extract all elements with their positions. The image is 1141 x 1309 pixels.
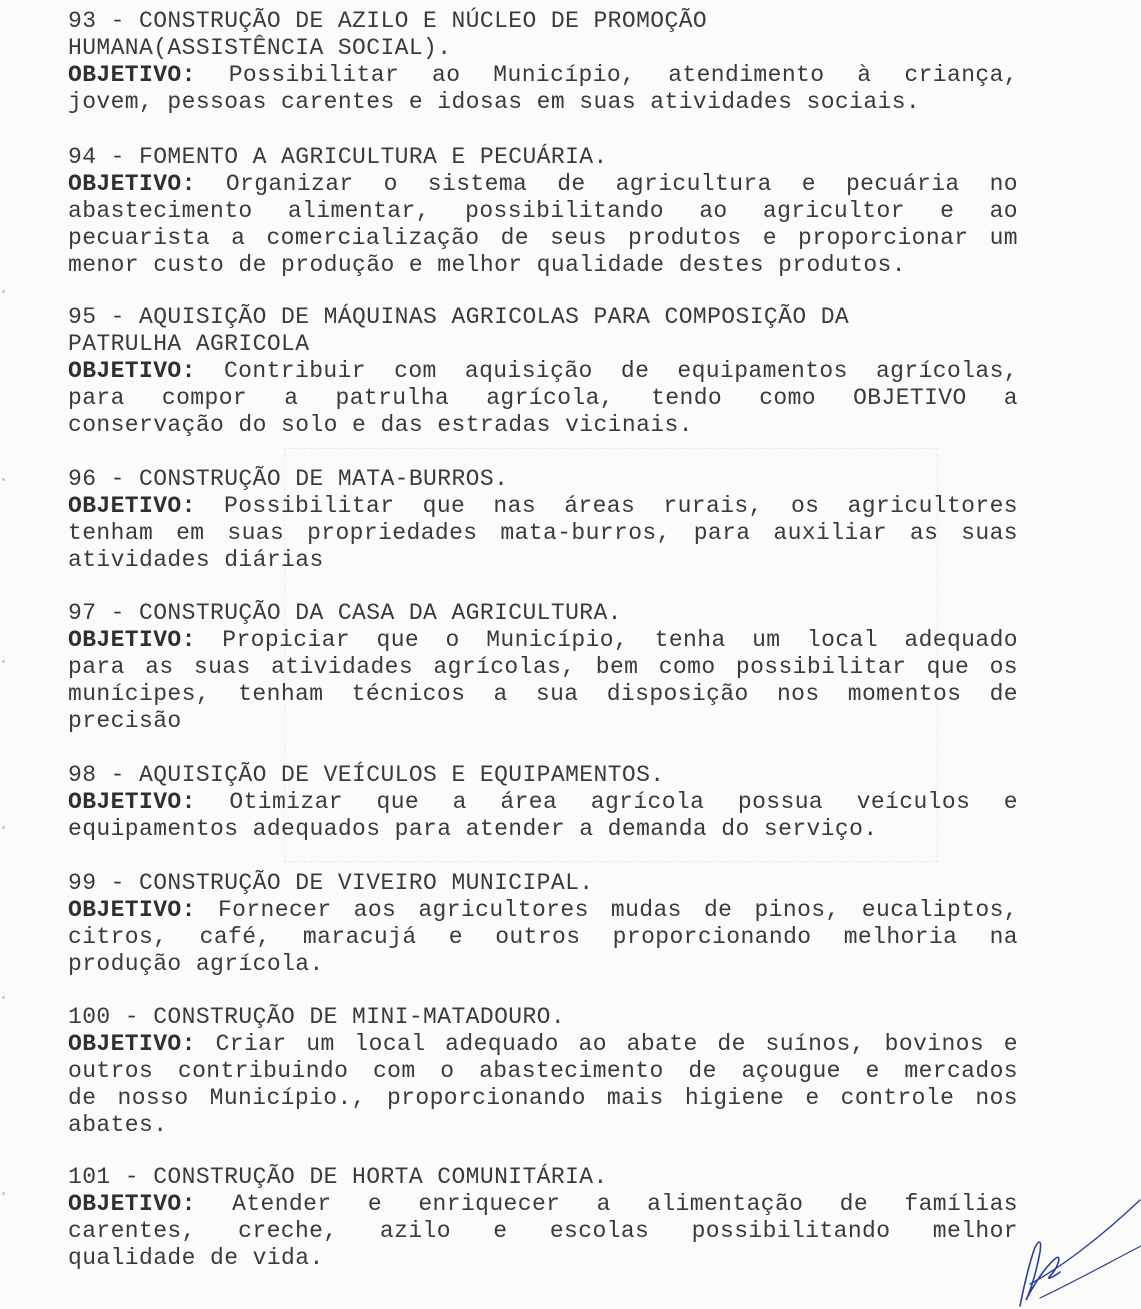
item-title-line: 96 - CONSTRUÇÃO DE MATA-BURROS. [68, 466, 509, 492]
objective-label: OBJETIVO: [68, 1031, 196, 1057]
item-title-line: HUMANA(ASSISTÊNCIA SOCIAL). [68, 35, 452, 61]
objective-label: OBJETIVO: [68, 789, 196, 815]
objective-line: conservação do solo e das estradas vicinais. [68, 412, 693, 438]
objective-text: Organizar o sistema de agricultura e pecuária no [225, 171, 1018, 197]
objective-text: Criar um local adequado ao abate de suínos, bovinos e [215, 1031, 1019, 1057]
objective-line [68, 1191, 1018, 1218]
objective-line: abastecimento alimentar, possibilitando ao agricultor e ao [68, 198, 1018, 224]
objective-text: Fornecer aos agricultores mudas de pinos, eucaliptos, [217, 897, 1019, 923]
margin-mark [2, 826, 5, 829]
objective-label: OBJETIVO: [68, 62, 196, 88]
item-title-line: 95 - AQUISIÇÃO DE MÁQUINAS AGRICOLAS PARA COMPOSIÇÃO DA [68, 304, 850, 330]
objective-line [68, 897, 1018, 924]
item-title-line: 100 - CONSTRUÇÃO DE MINI-MATADOURO. [68, 1004, 566, 1030]
objective-line: pecuarista a comercialização de seus produtos e proporcionar um [68, 225, 1018, 251]
objective-line [68, 627, 1018, 654]
item-title-line: 99 - CONSTRUÇÃO DE VIVEIRO MUNICIPAL. [68, 870, 594, 896]
objective-line: jovem, pessoas carentes e idosas em suas atividades sociais. [68, 89, 921, 115]
objective-label: OBJETIVO: [68, 627, 196, 653]
item-101 [68, 1164, 1018, 1272]
item-93 [68, 8, 1018, 116]
objective-label: OBJETIVO: [68, 1191, 196, 1217]
item-title-line: 93 - CONSTRUÇÃO DE AZILO E NÚCLEO DE PROMOÇÃO [68, 8, 708, 34]
objective-line: munícipes, tenham técnicos a sua disposição nos momentos de [68, 681, 1018, 707]
objective-text: Possibilitar que nas áreas rurais, os agricultores [224, 493, 1018, 519]
objective-line: tenham em suas propriedades mata-burros, para auxiliar as suas [68, 520, 1018, 546]
objective-line: carentes, creche, azilo e escolas possibilitando melhor [68, 1218, 1018, 1244]
objective-label: OBJETIVO: [68, 358, 196, 384]
objective-text: Otimizar que a área agrícola possua veículos e [229, 789, 1019, 815]
objective-line: para as suas atividades agrícolas, bem como possibilitar que os [68, 654, 1018, 680]
item-title-line: 101 - CONSTRUÇÃO DE HORTA COMUNITÁRIA. [68, 1164, 608, 1190]
item-95 [68, 304, 1018, 439]
item-title-line: 94 - FOMENTO A AGRICULTURA E PECUÁRIA. [68, 144, 608, 170]
objective-line: abates. [68, 1112, 168, 1138]
objective-text: Possibilitar ao Município, atendimento à criança, [228, 62, 1019, 88]
objective-label: OBJETIVO: [68, 171, 196, 197]
item-98 [68, 762, 1018, 843]
objective-line: atividades diárias [68, 547, 324, 573]
item-94 [68, 144, 1018, 279]
item-title-line: PATRULHA AGRICOLA [68, 331, 310, 357]
objective-line: produção agrícola. [68, 951, 324, 977]
objective-line [68, 493, 1018, 520]
margin-mark [2, 660, 5, 663]
objective-line [68, 789, 1018, 816]
item-99 [68, 870, 1018, 978]
objective-line: menor custo de produção e melhor qualidade destes produtos. [68, 252, 906, 278]
objective-line [68, 1031, 1018, 1058]
objective-line: outros contribuindo com o abastecimento de açougue e mercados [68, 1058, 1018, 1084]
item-96 [68, 466, 1018, 574]
objective-line [68, 358, 1018, 385]
objective-line [68, 62, 1018, 89]
objective-line: precisão [68, 708, 182, 734]
objective-text: Atender e enriquecer a alimentação de famílias [232, 1191, 1018, 1217]
handwritten-signature [1000, 1188, 1141, 1309]
margin-mark [2, 478, 5, 481]
objective-text: Contribuir com aquisição de equipamentos agrícolas, [223, 358, 1018, 384]
objective-text: Propiciar que o Município, tenha um local adequado [222, 627, 1018, 653]
objective-line: citros, café, maracujá e outros proporcionando melhoria na [68, 924, 1018, 950]
margin-mark [2, 996, 5, 999]
objective-line: equipamentos adequados para atender a demanda do serviço. [68, 816, 878, 842]
objective-label: OBJETIVO: [68, 897, 196, 923]
objective-label: OBJETIVO: [68, 493, 196, 519]
item-100 [68, 1004, 1018, 1139]
margin-mark [2, 290, 5, 293]
objective-line [68, 171, 1018, 198]
item-title-line: 98 - AQUISIÇÃO DE VEÍCULOS E EQUIPAMENTOS. [68, 762, 665, 788]
item-97 [68, 600, 1018, 735]
margin-mark [2, 1192, 5, 1195]
item-title-line: 97 - CONSTRUÇÃO DA CASA DA AGRICULTURA. [68, 600, 622, 626]
objective-line: de nosso Município., proporcionando mais higiene e controle nos [68, 1085, 1018, 1111]
objective-line: para compor a patrulha agrícola, tendo como OBJETIVO a [68, 385, 1018, 411]
objective-line: qualidade de vida. [68, 1245, 324, 1271]
